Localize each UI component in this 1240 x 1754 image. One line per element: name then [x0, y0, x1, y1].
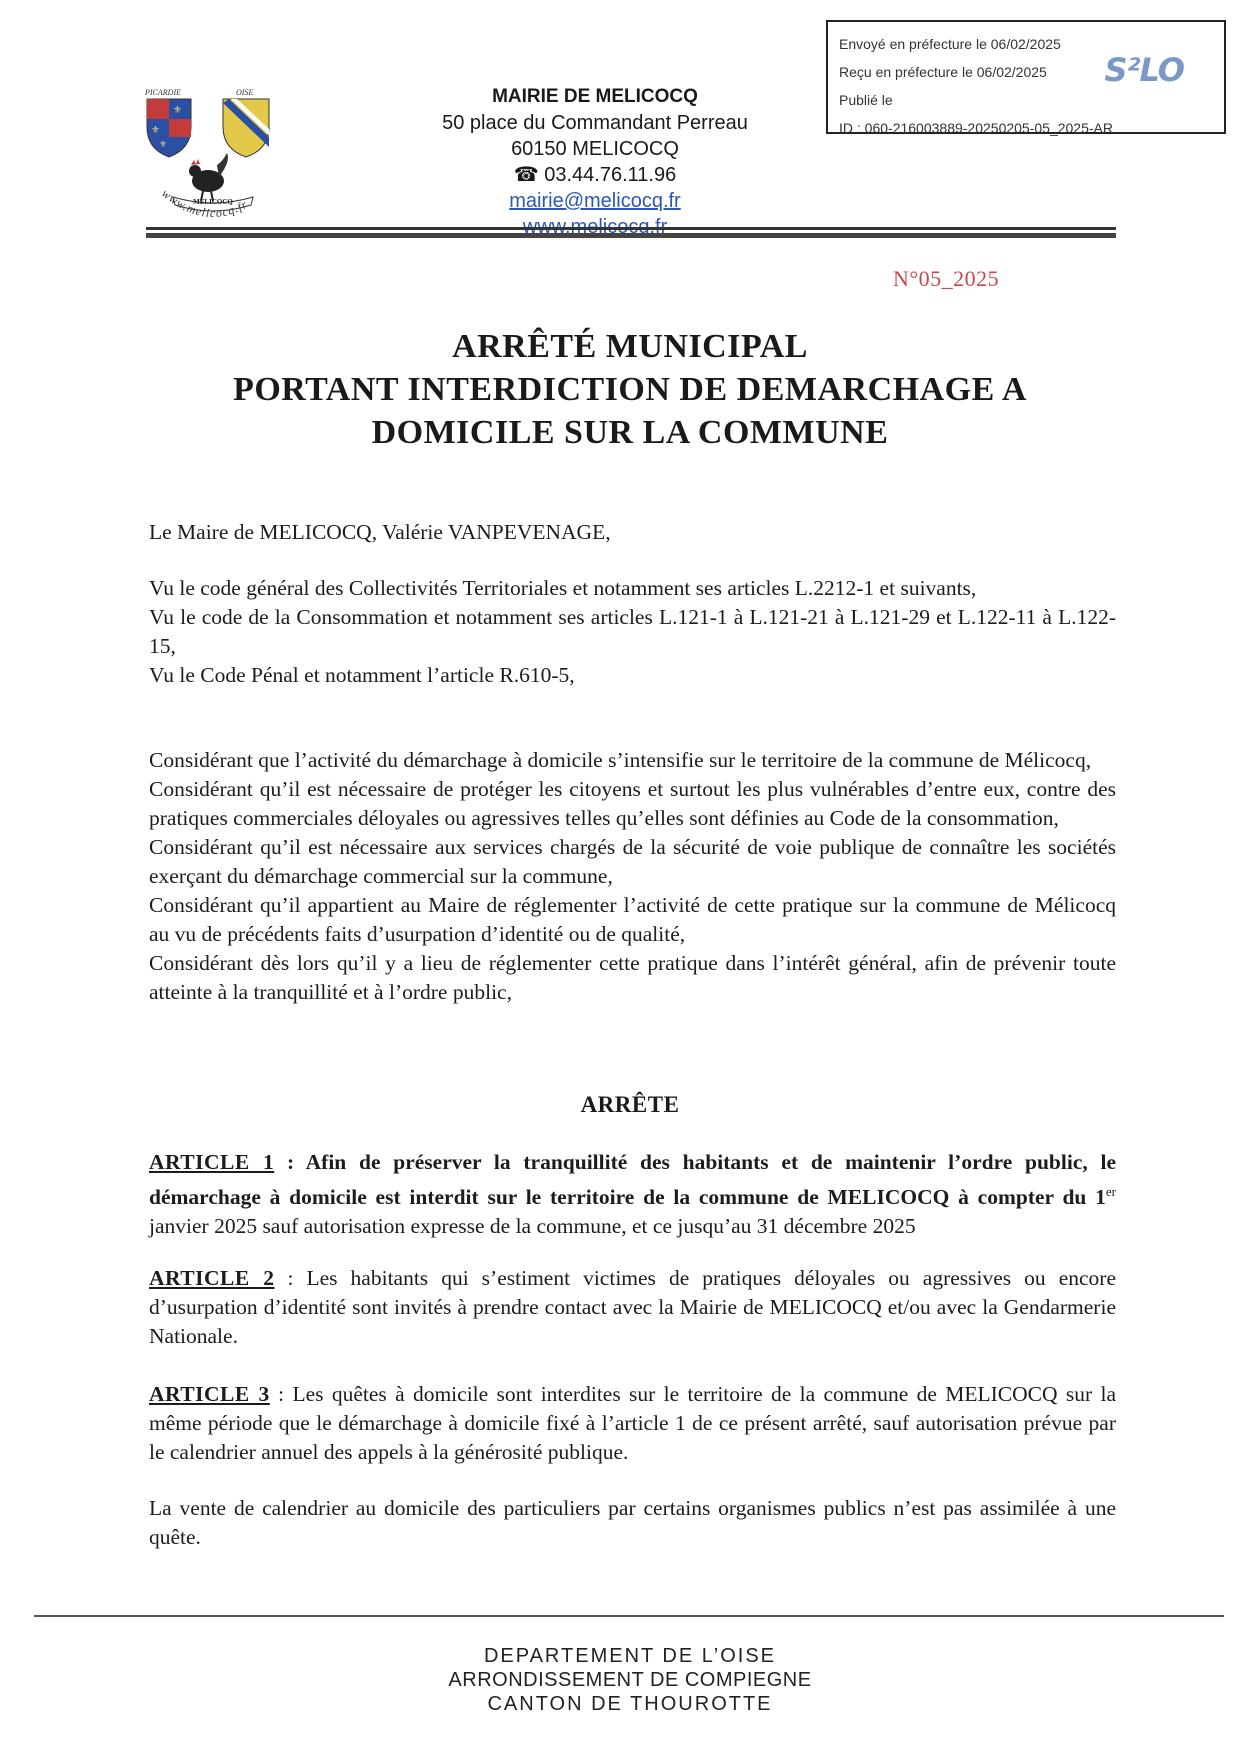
vu-section — [149, 574, 1116, 690]
vu-code-penal: Vu le Code Pénal et notamment l’article R.610-5, — [149, 663, 575, 687]
stamp-sent: Envoyé en préfecture le 06/02/2025 — [839, 36, 1061, 52]
title-line-2: PORTANT INTERDICTION DE DEMARCHAGE A — [233, 371, 1027, 408]
article-1-text-end: janvier 2025 sauf autorisation expresse de la commune, et ce jusqu’au 31 décembre 2025 — [149, 1214, 916, 1239]
oise-shield — [223, 99, 269, 157]
arrete-heading: ARRÊTE — [580, 1092, 680, 1117]
mairie-address: 50 place du Commandant Perreau — [442, 112, 748, 134]
article-3-label: ARTICLE 3 — [149, 1382, 270, 1406]
stamp-id: ID : 060-216003889-20250205-05_2025-AR — [839, 120, 1113, 136]
mairie-phone: ☎ 03.44.76.11.96 — [513, 164, 677, 186]
prefecture-stamp — [826, 20, 1226, 134]
considerant-item: Considérant qu’il est nécessaire aux services chargés de la sécurité de voie publique de connaître les sociétés exerçant du démarchage commercial sur la commune, — [149, 835, 1116, 888]
considerant-item: Considérant qu’il appartient au Maire de réglementer l’activité de cette pratique sur la commune de Mélicocq au vu de précédents faits d’usurpation d’identité ou de qualité, — [149, 893, 1116, 946]
article-2 — [149, 1264, 1116, 1351]
footer-departement: DEPARTEMENT DE L’OISE — [483, 1645, 777, 1667]
considerant-item: Considérant qu’il est nécessaire de protéger les citoyens et surtout les plus vulnérables d’entre eux, contre des pratiques commerciales déloyales ou agressives telles qu’elles sont définies au Code de la consommation, — [149, 777, 1116, 830]
svg-text:⚜: ⚜ — [151, 125, 160, 136]
svg-text:⚜: ⚜ — [173, 105, 182, 116]
article-1-sup: er — [1105, 1184, 1116, 1199]
melicocq-coat-of-arms-logo — [143, 85, 298, 233]
article-3-text: : Les quêtes à domicile sont interdites sur le territoire de la commune de MELICOCQ sur la même période que le démarchage à domicile fixé à l’article 1 de ce présent arrêté, sauf autorisation prévue par le calendrier annuel des appels à la générosité publique. — [149, 1382, 1116, 1464]
footer — [380, 1644, 880, 1716]
picardie-shield — [147, 99, 191, 157]
mairie-contact-block — [420, 84, 770, 240]
logo-website-arc: www.melicocq.fr — [159, 186, 250, 221]
stamp-published: Publié le — [839, 92, 893, 108]
logo-region-right: OISE — [236, 88, 254, 97]
considerant-item: Considérant que l’activité du démarchage à domicile s’intensifie sur le territoire de la commune de Mélicocq, — [149, 748, 1092, 772]
arrete-number: N°05_2025 — [893, 266, 1000, 291]
considerant-item: Considérant dès lors qu’il y a lieu de réglementer cette pratique dans l’intérêt général, afin de prévenir toute atteinte à la tranquillité et à l’ordre public, — [149, 951, 1116, 1004]
title-line-3: DOMICILE SUR LA COMMUNE — [371, 414, 889, 451]
article-2-text: : Les habitants qui s’estiment victimes de pratiques déloyales ou agressives ou encore d’usurpation d’identité sont invités à prendre contact avec la Mairie de MELICOCQ et/ou avec la Gendarmerie Nationale. — [149, 1266, 1116, 1348]
rooster-icon — [189, 153, 228, 201]
header-divider — [146, 227, 1116, 230]
mayor-intro: Le Maire de MELICOCQ, Valérie VANPEVENAGE, — [149, 520, 611, 544]
vu-consommation: Vu le code de la Consommation et notamment ses articles L.121-1 à L.121-21 à L.121-29 et L.122-11 à L.122-15, — [149, 605, 1116, 658]
article-3 — [149, 1380, 1116, 1467]
article-2-label: ARTICLE 2 — [149, 1266, 275, 1290]
footer-arrondissement: ARRONDISSEMENT DE COMPIEGNE — [448, 1669, 812, 1691]
logo-region-left: PICARDIE — [145, 88, 181, 97]
intro-paragraph — [149, 518, 1116, 547]
article-1-text: : Afin de préserver la tranquillité des habitants et de maintenir l’ordre public, le démarchage à domicile est interdit sur le territoire de la commune de MELICOCQ à compter du 1 — [149, 1150, 1116, 1210]
mairie-city: 60150 MELICOCQ — [511, 138, 679, 160]
header-divider-thick — [146, 233, 1116, 238]
svg-text:⚜: ⚜ — [159, 139, 168, 149]
article-1-label: ARTICLE 1 — [149, 1150, 275, 1174]
article-1 — [149, 1148, 1116, 1241]
closing-paragraph — [149, 1494, 1116, 1552]
stamp-received: Reçu en préfecture le 06/02/2025 — [839, 64, 1047, 80]
closing-text: La vente de calendrier au domicile des particuliers par certains organismes publics n’est pas assimilée à une quête. — [149, 1496, 1116, 1549]
s2lo-logo: S²LO — [1104, 51, 1184, 89]
footer-canton: CANTON DE THOUROTTE — [487, 1693, 773, 1715]
document-title — [140, 325, 1120, 454]
mairie-name: MAIRIE DE MELICOCQ — [492, 86, 698, 107]
title-line-1: ARRÊTÉ MUNICIPAL — [452, 328, 808, 365]
vu-cgct: Vu le code général des Collectivités Territoriales et notamment ses articles L.2212-1 et suivants, — [149, 576, 977, 600]
considerant-section — [149, 746, 1116, 1007]
footer-divider — [34, 1615, 1224, 1617]
mairie-email-link[interactable]: mairie@melicocq.fr — [509, 190, 681, 212]
logo-village: MELICOCQ — [193, 198, 233, 206]
